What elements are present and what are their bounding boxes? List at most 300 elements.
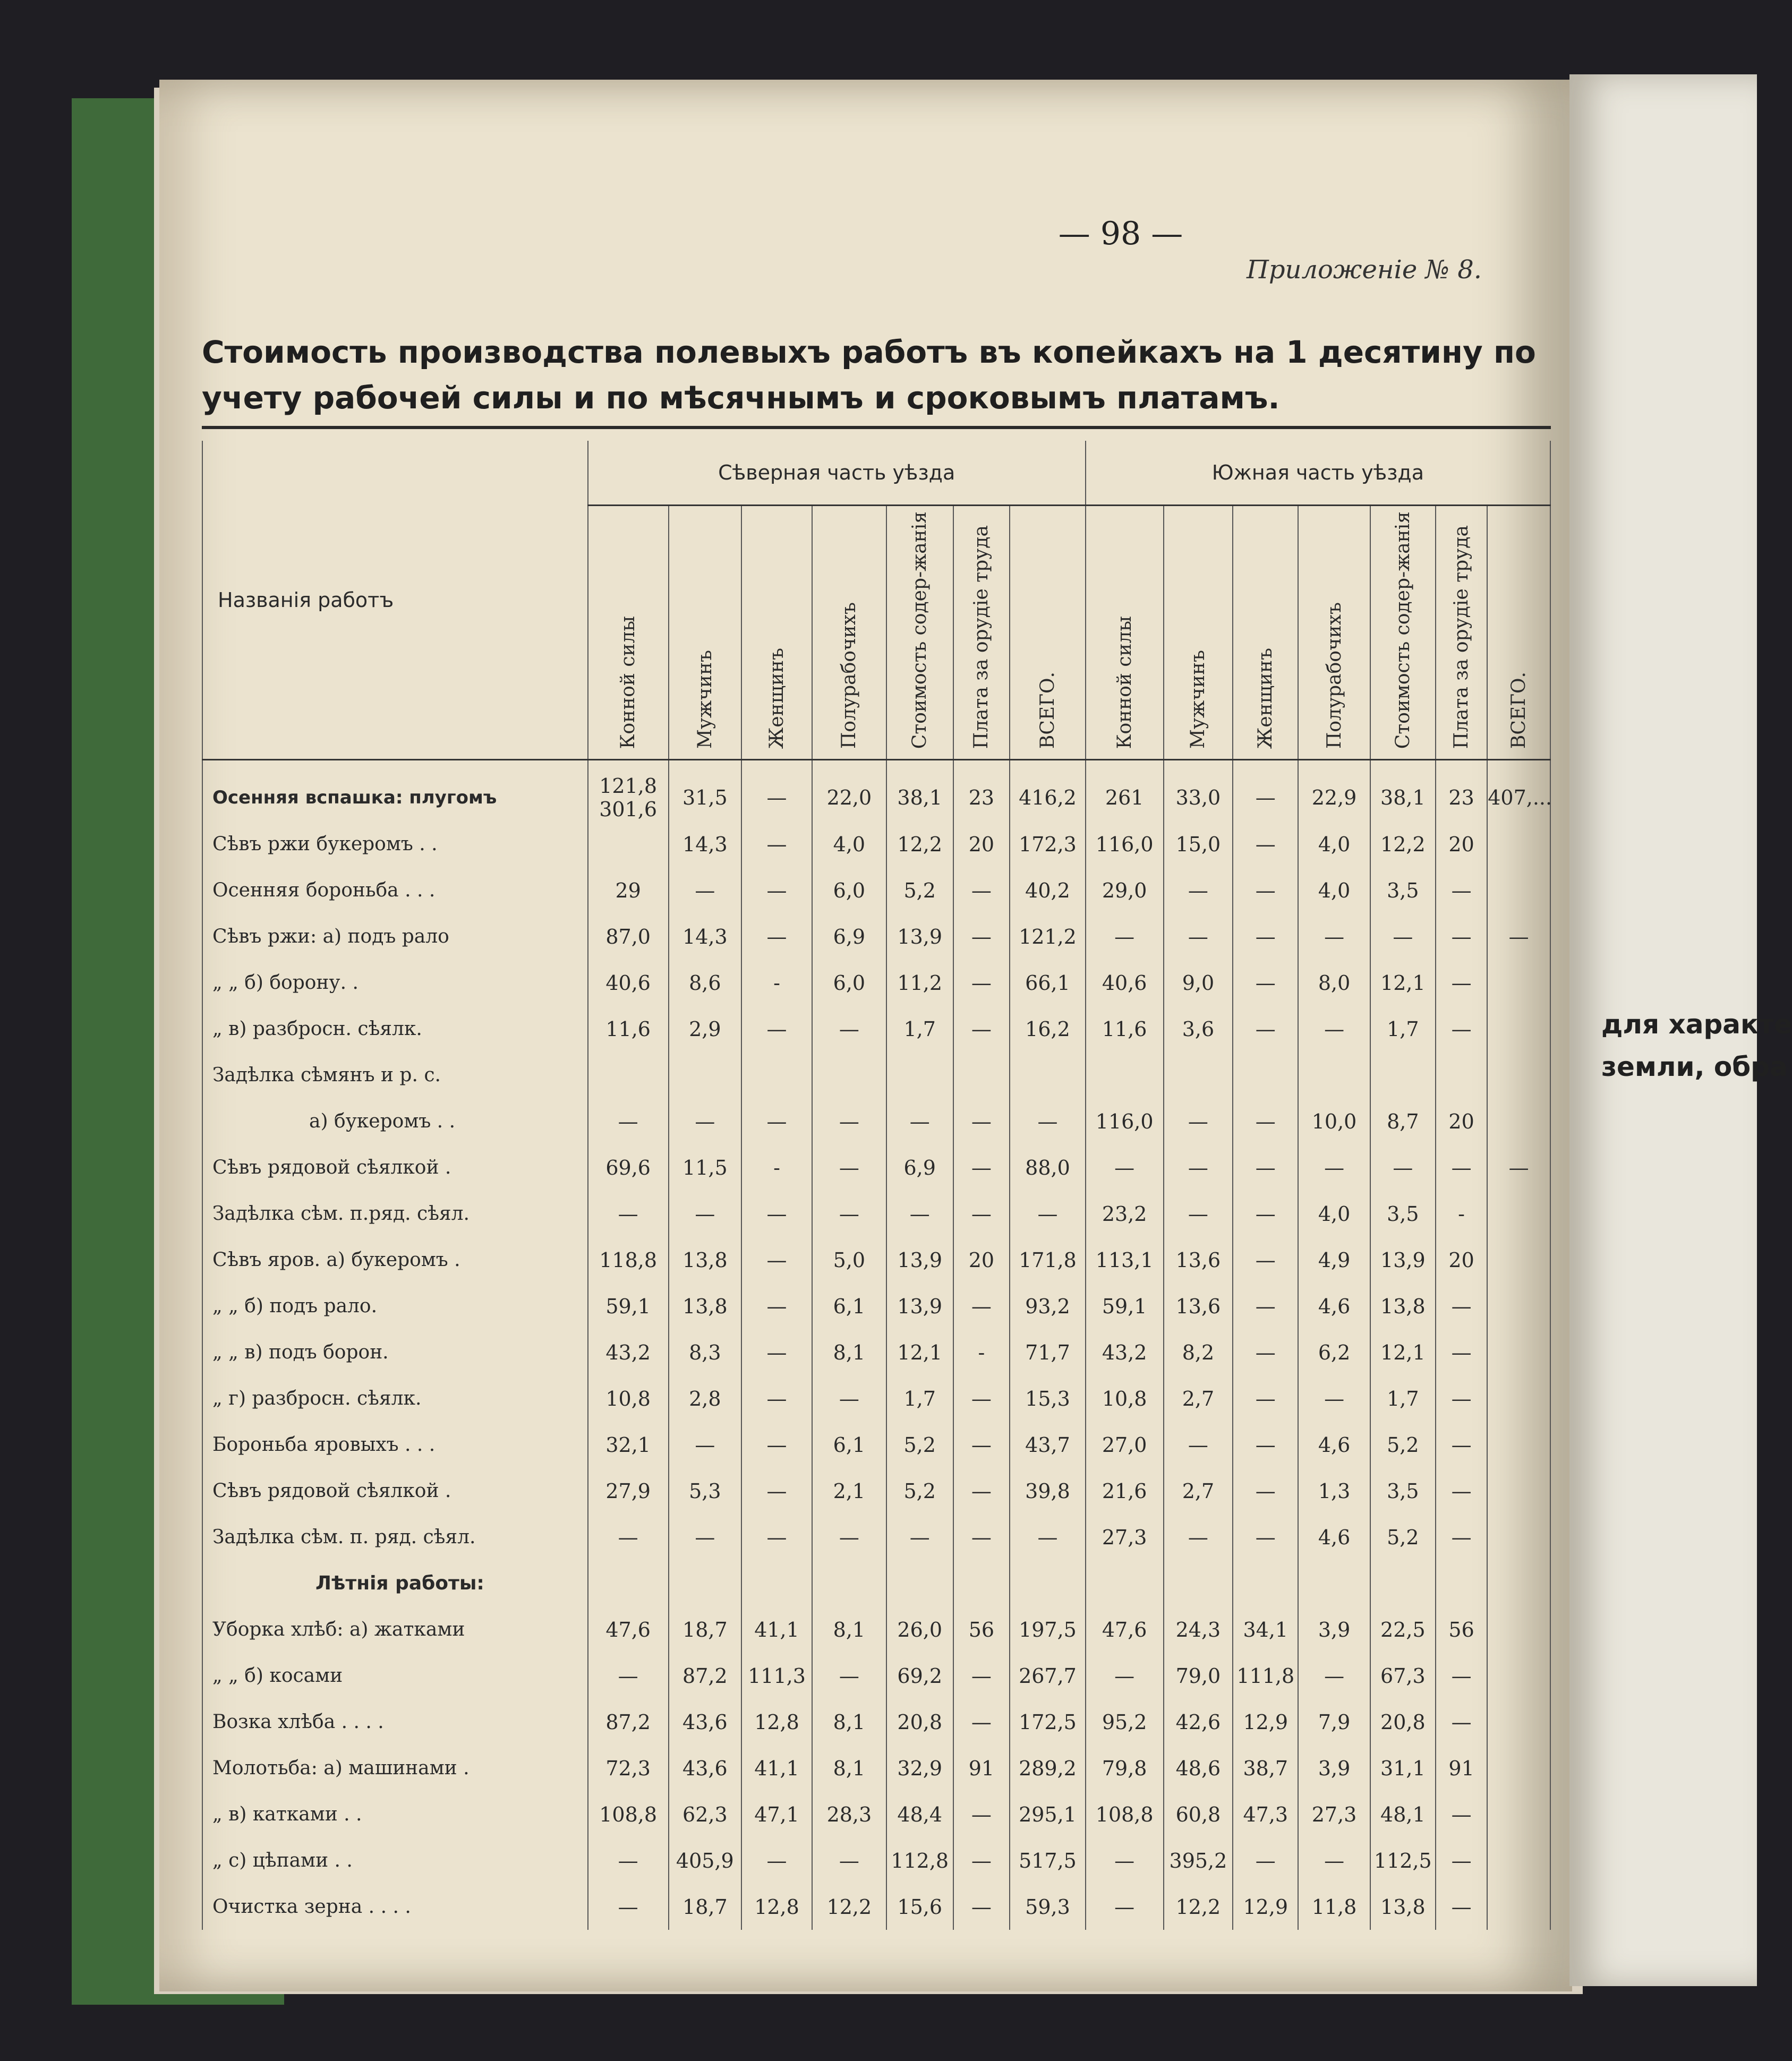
column-header: Плата за орудіе труда: [1436, 506, 1487, 760]
value-cell: 2,8: [669, 1375, 742, 1422]
column-header: Плата за орудіе труда: [953, 506, 1010, 760]
value-cell: —: [741, 1191, 812, 1237]
value-cell: 11,6: [588, 1006, 669, 1052]
next-page-text: земли, обра: [1601, 1051, 1788, 1082]
value-cell: —: [588, 1191, 669, 1237]
value-cell: 18,7: [669, 1606, 742, 1653]
value-cell: —: [1298, 913, 1370, 960]
value-cell: 8,1: [812, 1329, 886, 1375]
value-cell: 14,3: [669, 913, 742, 960]
value-cell: 3,9: [1298, 1745, 1370, 1791]
value-cell: 113,1: [1086, 1237, 1164, 1283]
value-cell: 29,0: [1086, 867, 1164, 913]
value-cell: 59,1: [1086, 1283, 1164, 1329]
value-cell: —: [1164, 1422, 1233, 1468]
value-cell: 3,5: [1370, 867, 1436, 913]
value-cell: 4,0: [1298, 867, 1370, 913]
value-cell: 12,2: [886, 821, 953, 867]
value-cell: —: [1233, 1837, 1298, 1884]
value-cell: 197,5: [1010, 1606, 1085, 1653]
value-cell: [1298, 1052, 1370, 1098]
value-cell: 38,1: [1370, 760, 1436, 822]
value-cell: 6,1: [812, 1422, 886, 1468]
value-cell: —: [1298, 1375, 1370, 1422]
value-cell: 87,2: [669, 1653, 742, 1699]
title-rule: [202, 426, 1551, 429]
value-cell: 6,2: [1298, 1329, 1370, 1375]
value-cell: 8,1: [812, 1745, 886, 1791]
value-cell: [1233, 1052, 1298, 1098]
value-cell: 8,6: [669, 960, 742, 1006]
value-cell: [953, 1052, 1010, 1098]
value-cell: 72,3: [588, 1745, 669, 1791]
value-cell: 12,8: [741, 1884, 812, 1930]
value-cell: 6,9: [812, 913, 886, 960]
value-cell: [812, 1052, 886, 1098]
value-cell: [588, 1560, 669, 1606]
value-cell: —: [886, 1191, 953, 1237]
value-cell: 27,0: [1086, 1422, 1164, 1468]
table-row: [202, 821, 1550, 867]
value-cell: —: [1436, 1791, 1487, 1837]
value-cell: 71,7: [1010, 1329, 1085, 1375]
table-row: [202, 1884, 1550, 1930]
value-cell: —: [1233, 821, 1298, 867]
value-cell: 20: [1436, 821, 1487, 867]
value-cell: 59,3: [1010, 1884, 1085, 1930]
value-cell: —: [741, 1006, 812, 1052]
value-cell: 10,0: [1298, 1098, 1370, 1144]
value-cell: [812, 1560, 886, 1606]
value-cell: 31,1: [1370, 1745, 1436, 1791]
table-row: [202, 1699, 1550, 1745]
value-cell: —: [953, 1191, 1010, 1237]
value-cell: 27,9: [588, 1468, 669, 1514]
appendix-label: Приложеніе № 8.: [1246, 255, 1482, 285]
value-cell: [1487, 1560, 1550, 1606]
value-cell: 27,3: [1298, 1791, 1370, 1837]
value-cell: —: [1436, 1422, 1487, 1468]
value-cell: —: [1086, 1653, 1164, 1699]
value-cell: 407,...: [1487, 760, 1550, 822]
value-cell: 43,2: [1086, 1329, 1164, 1375]
table-row: [202, 1791, 1550, 1837]
value-cell: [1487, 821, 1550, 867]
value-cell: —: [953, 867, 1010, 913]
work-name: Возка хлѣба . . . .: [202, 1699, 588, 1745]
value-cell: [741, 1052, 812, 1098]
value-cell: [1487, 1791, 1550, 1837]
value-cell: —: [812, 1514, 886, 1560]
value-cell: 5,2: [886, 867, 953, 913]
value-cell: —: [1233, 1375, 1298, 1422]
value-cell: —: [1164, 1098, 1233, 1144]
value-cell: 2,7: [1164, 1468, 1233, 1514]
value-cell: 111,3: [741, 1653, 812, 1699]
value-cell: [1487, 1514, 1550, 1560]
value-cell: —: [1233, 1283, 1298, 1329]
value-cell: —: [812, 1375, 886, 1422]
value-cell: 20,8: [886, 1699, 953, 1745]
value-cell: [886, 1560, 953, 1606]
value-cell: —: [1436, 867, 1487, 913]
value-cell: —: [1233, 1237, 1298, 1283]
value-cell: —: [1010, 1191, 1085, 1237]
value-cell: —: [812, 1653, 886, 1699]
value-cell: —: [812, 1006, 886, 1052]
value-cell: 6,9: [886, 1144, 953, 1191]
row-header: Названія работъ: [202, 441, 588, 760]
value-cell: —: [741, 821, 812, 867]
value-cell: 1,7: [886, 1375, 953, 1422]
value-cell: 416,2: [1010, 760, 1085, 822]
value-cell: 13,9: [886, 1283, 953, 1329]
value-cell: 13,8: [1370, 1283, 1436, 1329]
table-row: [202, 760, 1550, 822]
value-cell: —: [1298, 1837, 1370, 1884]
work-name: „ с) цѣпами . .: [202, 1837, 588, 1884]
value-cell: 112,5: [1370, 1837, 1436, 1884]
value-cell: 1,7: [886, 1006, 953, 1052]
value-cell: —: [1164, 1514, 1233, 1560]
table-row: [202, 1283, 1550, 1329]
work-name: Уборка хлѣб: а) жатками: [202, 1606, 588, 1653]
value-cell: 13,6: [1164, 1283, 1233, 1329]
value-cell: 13,9: [886, 1237, 953, 1283]
value-cell: 13,9: [886, 913, 953, 960]
work-name: „ г) разбросн. сѣялк.: [202, 1375, 588, 1422]
value-cell: —: [1233, 1144, 1298, 1191]
value-cell: 6,0: [812, 960, 886, 1006]
value-cell: 4,0: [1298, 821, 1370, 867]
value-cell: [886, 1052, 953, 1098]
value-cell: —: [1233, 1422, 1298, 1468]
column-header: Конной силы: [588, 506, 669, 760]
table-row: [202, 1514, 1550, 1560]
work-name: Очистка зерна . . . .: [202, 1884, 588, 1930]
value-cell: 295,1: [1010, 1791, 1085, 1837]
value-cell: —: [1164, 867, 1233, 913]
value-cell: 8,1: [812, 1699, 886, 1745]
value-cell: 12,1: [1370, 1329, 1436, 1375]
value-cell: 32,9: [886, 1745, 953, 1791]
value-cell: 87,2: [588, 1699, 669, 1745]
value-cell: —: [669, 1191, 742, 1237]
group-header-north: Сѣверная часть уѣзда: [588, 441, 1086, 506]
value-cell: —: [953, 1098, 1010, 1144]
value-cell: —: [1298, 1144, 1370, 1191]
value-cell: 59,1: [588, 1283, 669, 1329]
value-cell: [1164, 1052, 1233, 1098]
value-cell: 87,0: [588, 913, 669, 960]
value-cell: [1487, 1468, 1550, 1514]
value-cell: —: [1164, 913, 1233, 960]
value-cell: [1487, 1006, 1550, 1052]
value-cell: [1436, 1560, 1487, 1606]
value-cell: 47,6: [1086, 1606, 1164, 1653]
value-cell: [1487, 960, 1550, 1006]
value-cell: 56: [1436, 1606, 1487, 1653]
value-cell: 8,3: [669, 1329, 742, 1375]
value-cell: 22,5: [1370, 1606, 1436, 1653]
value-cell: —: [669, 1098, 742, 1144]
value-cell: —: [1298, 1006, 1370, 1052]
value-cell: 20: [1436, 1237, 1487, 1283]
value-cell: —: [1164, 1144, 1233, 1191]
table-row: [202, 1375, 1550, 1422]
value-cell: 23: [1436, 760, 1487, 822]
value-cell: [741, 1560, 812, 1606]
value-cell: —: [953, 1375, 1010, 1422]
value-cell: 5,2: [886, 1422, 953, 1468]
value-cell: 4,0: [812, 821, 886, 867]
table-row: [202, 1237, 1550, 1283]
value-cell: —: [1233, 760, 1298, 822]
value-cell: -: [741, 960, 812, 1006]
value-cell: 20,8: [1370, 1699, 1436, 1745]
value-cell: 4,9: [1298, 1237, 1370, 1283]
value-cell: [1487, 1283, 1550, 1329]
table-row: [202, 1745, 1550, 1791]
value-cell: [1487, 1052, 1550, 1098]
value-cell: —: [1436, 913, 1487, 960]
value-cell: —: [812, 1837, 886, 1884]
value-cell: 8,0: [1298, 960, 1370, 1006]
value-cell: —: [1010, 1514, 1085, 1560]
value-cell: [1487, 1606, 1550, 1653]
value-cell: 79,0: [1164, 1653, 1233, 1699]
value-cell: —: [741, 1837, 812, 1884]
table-row: [202, 1837, 1550, 1884]
value-cell: —: [953, 1006, 1010, 1052]
value-cell: —: [1233, 960, 1298, 1006]
value-cell: 4,6: [1298, 1514, 1370, 1560]
value-cell: —: [886, 1098, 953, 1144]
value-cell: —: [741, 1514, 812, 1560]
value-cell: —: [1436, 1329, 1487, 1375]
value-cell: 2,7: [1164, 1375, 1233, 1422]
work-name: Осенняя бороньба . . .: [202, 867, 588, 913]
value-cell: —: [1233, 1468, 1298, 1514]
value-cell: 13,8: [669, 1283, 742, 1329]
value-cell: [1086, 1052, 1164, 1098]
value-cell: —: [1370, 913, 1436, 960]
table-row: [202, 1422, 1550, 1468]
value-cell: 13,6: [1164, 1237, 1233, 1283]
value-cell: 56: [953, 1606, 1010, 1653]
value-cell: —: [953, 1422, 1010, 1468]
value-cell: 121,2: [1010, 913, 1085, 960]
value-cell: 39,8: [1010, 1468, 1085, 1514]
value-cell: [1487, 1191, 1550, 1237]
column-header: Женщинъ: [741, 506, 812, 760]
value-cell: 24,3: [1164, 1606, 1233, 1653]
value-cell: 289,2: [1010, 1745, 1085, 1791]
value-cell: [1487, 1329, 1550, 1375]
value-cell: 172,3: [1010, 821, 1085, 867]
value-cell: [1487, 1745, 1550, 1791]
next-page-edge: [1569, 74, 1792, 1986]
column-header: Женщинъ: [1233, 506, 1298, 760]
table-body: [202, 760, 1550, 1930]
value-cell: [1487, 1422, 1550, 1468]
value-cell: [1164, 1560, 1233, 1606]
table-row: [202, 960, 1550, 1006]
value-cell: —: [741, 1329, 812, 1375]
work-name: Сѣвъ ржи букеромъ . .: [202, 821, 588, 867]
value-cell: 95,2: [1086, 1699, 1164, 1745]
work-name: „ „ в) подъ борон.: [202, 1329, 588, 1375]
value-cell: 13,8: [669, 1237, 742, 1283]
value-cell: [1487, 1837, 1550, 1884]
table-row: [202, 1653, 1550, 1699]
value-cell: —: [1436, 1144, 1487, 1191]
work-name: Осенняя вспашка: плугомъ: [202, 760, 588, 822]
cost-table: [202, 441, 1551, 1930]
value-cell: —: [812, 1191, 886, 1237]
value-cell: 28,3: [812, 1791, 886, 1837]
value-cell: —: [953, 1884, 1010, 1930]
value-cell: —: [953, 1144, 1010, 1191]
value-cell: 33,0: [1164, 760, 1233, 822]
value-cell: —: [588, 1098, 669, 1144]
value-cell: —: [953, 1699, 1010, 1745]
value-cell: —: [953, 1514, 1010, 1560]
value-cell: —: [1436, 1468, 1487, 1514]
value-cell: 47,3: [1233, 1791, 1298, 1837]
value-cell: 20: [1436, 1098, 1487, 1144]
value-cell: 121,8 301,6: [588, 760, 669, 822]
value-cell: 13,9: [1370, 1237, 1436, 1283]
table-row: [202, 1560, 1550, 1606]
value-cell: 11,8: [1298, 1884, 1370, 1930]
value-cell: 12,2: [812, 1884, 886, 1930]
group-header-south: Южная часть уѣзда: [1086, 441, 1550, 506]
value-cell: —: [1233, 1006, 1298, 1052]
column-header: Конной силы: [1086, 506, 1164, 760]
page-title: Стоимость производства полевыхъ работъ въ копейкахъ на 1 десятину по учету рабочей силы и по мѣсячнымъ и сроковымъ платамъ.: [202, 334, 1536, 416]
value-cell: 4,0: [1298, 1191, 1370, 1237]
column-header: Мужчинъ: [669, 506, 742, 760]
value-cell: —: [1233, 1514, 1298, 1560]
value-cell: 38,1: [886, 760, 953, 822]
value-cell: [1487, 867, 1550, 913]
value-cell: 10,8: [588, 1375, 669, 1422]
value-cell: 43,6: [669, 1699, 742, 1745]
value-cell: —: [1010, 1098, 1085, 1144]
value-cell: 118,8: [588, 1237, 669, 1283]
work-name: Задѣлка сѣм. п.ряд. сѣял.: [202, 1191, 588, 1237]
value-cell: —: [741, 760, 812, 822]
value-cell: 48,6: [1164, 1745, 1233, 1791]
value-cell: 171,8: [1010, 1237, 1085, 1283]
column-header: Стоимость содер-жанія: [1370, 506, 1436, 760]
value-cell: 4,6: [1298, 1422, 1370, 1468]
column-header: Мужчинъ: [1164, 506, 1233, 760]
value-cell: 15,6: [886, 1884, 953, 1930]
value-cell: 67,3: [1370, 1653, 1436, 1699]
value-cell: 48,4: [886, 1791, 953, 1837]
value-cell: —: [1487, 1144, 1550, 1191]
column-header: ВСЕГО.: [1010, 506, 1085, 760]
table-row: [202, 867, 1550, 913]
value-cell: 6,1: [812, 1283, 886, 1329]
value-cell: 3,9: [1298, 1606, 1370, 1653]
value-cell: —: [669, 867, 742, 913]
value-cell: —: [1233, 1098, 1298, 1144]
column-header: ВСЕГО.: [1487, 506, 1550, 760]
value-cell: 8,1: [812, 1606, 886, 1653]
value-cell: —: [953, 960, 1010, 1006]
value-cell: [1086, 1560, 1164, 1606]
value-cell: —: [1436, 1837, 1487, 1884]
value-cell: 41,1: [741, 1745, 812, 1791]
value-cell: 91: [953, 1745, 1010, 1791]
value-cell: —: [953, 1468, 1010, 1514]
value-cell: 23,2: [1086, 1191, 1164, 1237]
value-cell: 172,5: [1010, 1699, 1085, 1745]
value-cell: 43,6: [669, 1745, 742, 1791]
value-cell: 108,8: [588, 1791, 669, 1837]
value-cell: [1010, 1052, 1085, 1098]
value-cell: 47,6: [588, 1606, 669, 1653]
value-cell: [1487, 1884, 1550, 1930]
column-header: Полурабочихъ: [812, 506, 886, 760]
value-cell: 12,1: [1370, 960, 1436, 1006]
value-cell: 5,2: [1370, 1514, 1436, 1560]
value-cell: —: [741, 913, 812, 960]
value-cell: —: [1436, 960, 1487, 1006]
value-cell: 21,6: [1086, 1468, 1164, 1514]
value-cell: 7,9: [1298, 1699, 1370, 1745]
value-cell: —: [741, 1375, 812, 1422]
value-cell: 6,0: [812, 867, 886, 913]
table-row: [202, 1606, 1550, 1653]
value-cell: [1487, 1653, 1550, 1699]
work-name: Задѣлка сѣм. п. ряд. сѣял.: [202, 1514, 588, 1560]
value-cell: 112,8: [886, 1837, 953, 1884]
value-cell: 5,0: [812, 1237, 886, 1283]
value-cell: —: [1436, 1283, 1487, 1329]
work-name: а) букеромъ . .: [202, 1098, 588, 1144]
value-cell: 38,7: [1233, 1745, 1298, 1791]
work-name: „ в) катками . .: [202, 1791, 588, 1837]
value-cell: 23: [953, 760, 1010, 822]
value-cell: [588, 1052, 669, 1098]
value-cell: [669, 1052, 742, 1098]
work-name: „ „ б) борону. .: [202, 960, 588, 1006]
value-cell: 69,2: [886, 1653, 953, 1699]
work-name: Сѣвъ ржи: а) подъ рало: [202, 913, 588, 960]
value-cell: —: [1164, 1191, 1233, 1237]
value-cell: 48,1: [1370, 1791, 1436, 1837]
value-cell: 9,0: [1164, 960, 1233, 1006]
value-cell: 43,7: [1010, 1422, 1085, 1468]
value-cell: —: [588, 1653, 669, 1699]
value-cell: [588, 821, 669, 867]
value-cell: 40,2: [1010, 867, 1085, 913]
value-cell: 1,7: [1370, 1006, 1436, 1052]
value-cell: —: [741, 1237, 812, 1283]
value-cell: —: [886, 1514, 953, 1560]
value-cell: 47,1: [741, 1791, 812, 1837]
value-cell: —: [1370, 1144, 1436, 1191]
column-header: Полурабочихъ: [1298, 506, 1370, 760]
value-cell: —: [1436, 1653, 1487, 1699]
value-cell: 26,0: [886, 1606, 953, 1653]
value-cell: —: [588, 1837, 669, 1884]
value-cell: -: [1436, 1191, 1487, 1237]
